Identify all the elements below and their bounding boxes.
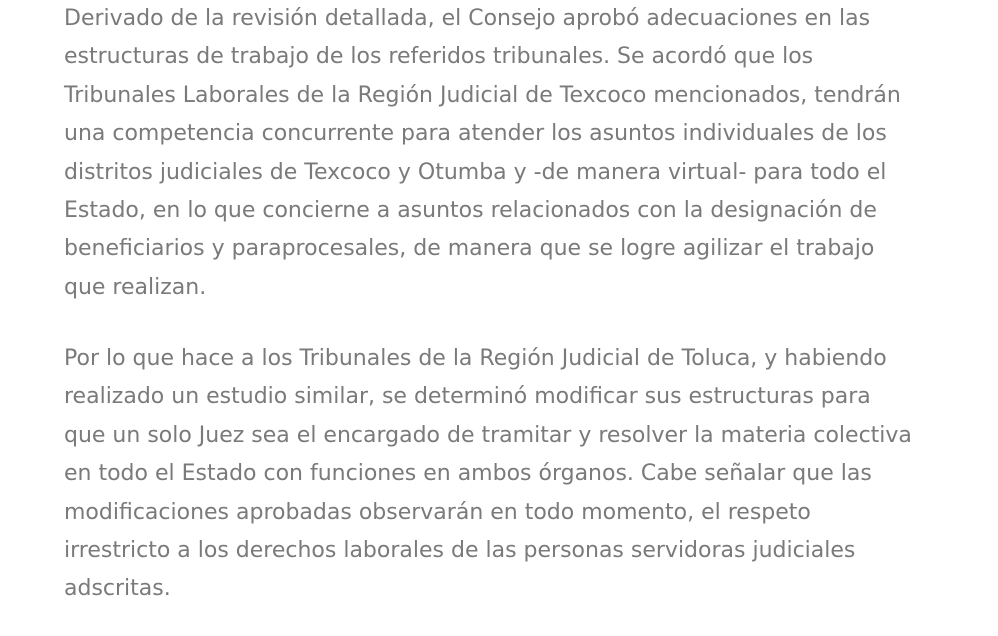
paragraph-line: irrestricto a los derechos laborales de las personas servidoras judiciales xyxy=(64,538,856,564)
paragraph-line: beneficiarios y paraprocesales, de manera que se logre agilizar el trabajo xyxy=(64,236,875,262)
paragraph-line: Derivado de la revisión detallada, el Consejo aprobó adecuaciones en las xyxy=(64,6,871,31)
paragraph-line: que un solo Juez sea el encargado de tramitar y resolver la materia colectiva xyxy=(64,422,912,448)
paragraph-consejo-adecuaciones xyxy=(64,0,901,307)
paragraph-line: estructuras de trabajo de los referidos tribunales. Se acordó que los xyxy=(64,44,814,70)
paragraph-line: Por lo que hace a los Tribunales de la Región Judicial de Toluca, y habiendo xyxy=(64,346,887,371)
paragraph-line: realizado un estudio similar, se determinó modificar sus estructuras para xyxy=(64,384,871,410)
paragraph-line: Estado, en lo que concierne a asuntos relacionados con la designación de xyxy=(64,198,877,224)
paragraph-line: modificaciones aprobadas observarán en todo momento, el respeto xyxy=(64,499,811,525)
paragraph-line: distritos judiciales de Texcoco y Otumba y -de manera virtual- para todo el xyxy=(64,159,887,185)
paragraph-line: una competencia concurrente para atender los asuntos individuales de los xyxy=(64,121,887,147)
paragraph-line: Tribunales Laborales de la Región Judicial de Texcoco mencionados, tendrán xyxy=(64,82,901,108)
paragraph-line: que realizan. xyxy=(64,274,207,300)
paragraph-toluca-tribunales xyxy=(64,340,912,609)
paragraph-line: en todo el Estado con funciones en ambos órganos. Cabe señalar que las xyxy=(64,461,872,487)
paragraph-line: adscritas. xyxy=(64,576,171,602)
